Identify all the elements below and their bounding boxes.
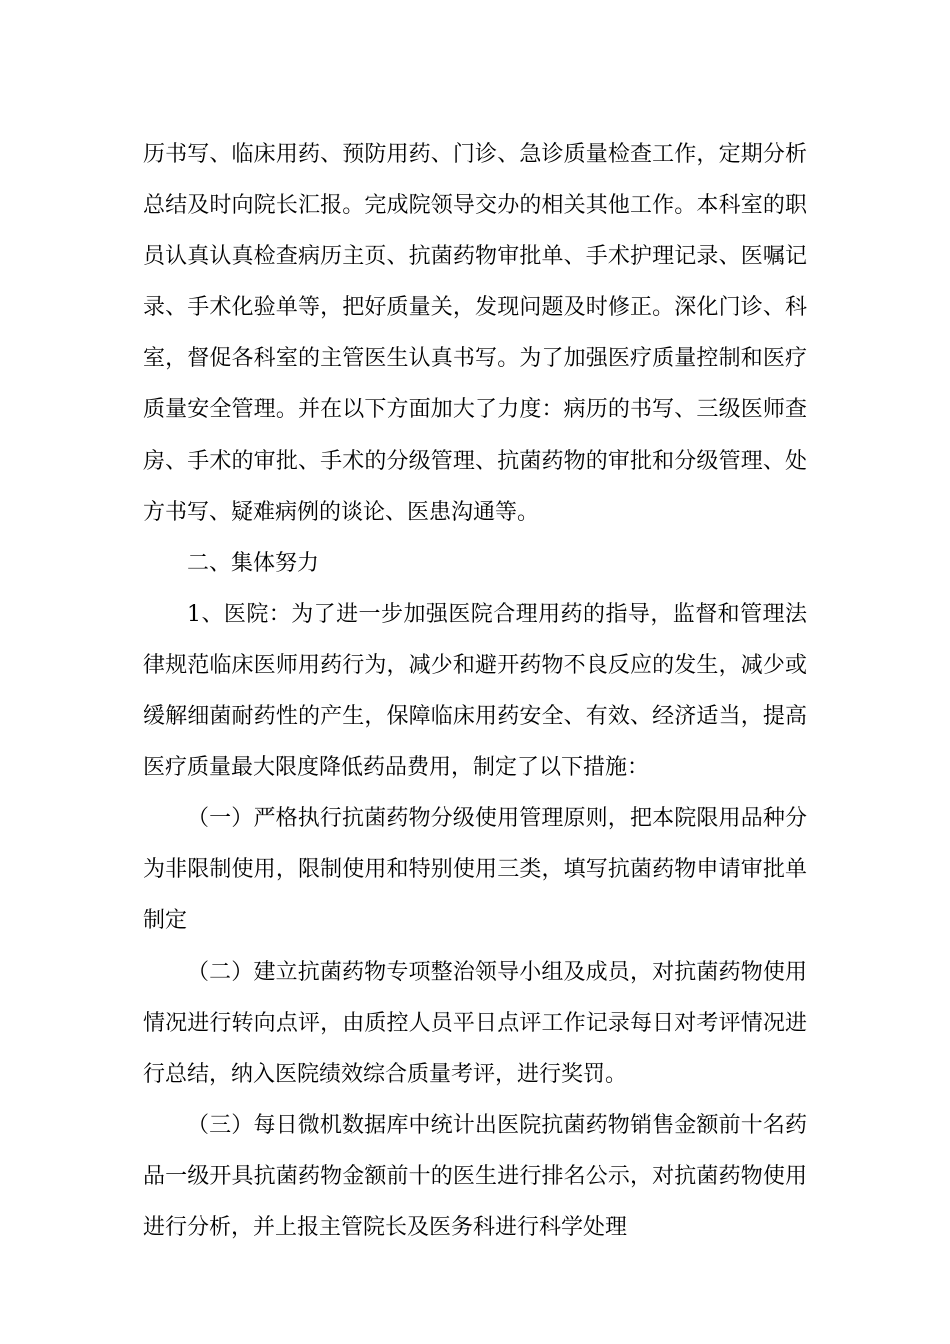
section-heading: 二、集体努力 (187, 550, 320, 576)
paragraph-continuation: 历书写、临床用药、预防用药、门诊、急诊质量检查工作，定期分析总结及时向院长汇报。完成院领导交办的相关其他工作。本科室的职员认真认真检查病历主页、抗菌药物审批单、手术护理记录、医嘱记录、手术化验单等，把好质量关，发现问题及时修正。深化门诊、科室，督促各科室的主管医生认真书写。为了加强医疗质量控制和医疗质量安全管理。并在以下方面加大了力度：病历的书写、三级医师查房、手术的审批、手术的分级管理、抗菌药物的审批和分级管理、处方书写、疑难病例的谈论、医患沟通等。 (143, 142, 807, 525)
paragraph-measure-3: （三）每日微机数据库中统计出医院抗菌药物销售金额前十名药品一级开具抗菌药物金额前十的医生进行排名公示，对抗菌药物使用进行分析，并上报主管院长及医务科进行科学处理 (143, 1112, 807, 1240)
paragraph-measure-1: （一）严格执行抗菌药物分级使用管理原则，把本院限用品种分为非限制使用，限制使用和特别使用三类，填写抗菌药物申请审批单制定 (143, 806, 807, 934)
document-body (143, 129, 807, 1253)
paragraph-hospital: 1、医院：为了进一步加强医院合理用药的指导，监督和管理法律规范临床医师用药行为，减少和避开药物不良反应的发生，减少或缓解细菌耐药性的产生，保障临床用药安全、有效、经济适当，提高医疗质量最大限度降低药品费用，制定了以下措施： (143, 601, 807, 781)
paragraph-measure-2: （二）建立抗菌药物专项整治领导小组及成员，对抗菌药物使用情况进行转向点评，由质控人员平日点评工作记录每日对考评情况进行总结，纳入医院绩效综合质量考评，进行奖罚。 (143, 959, 807, 1087)
